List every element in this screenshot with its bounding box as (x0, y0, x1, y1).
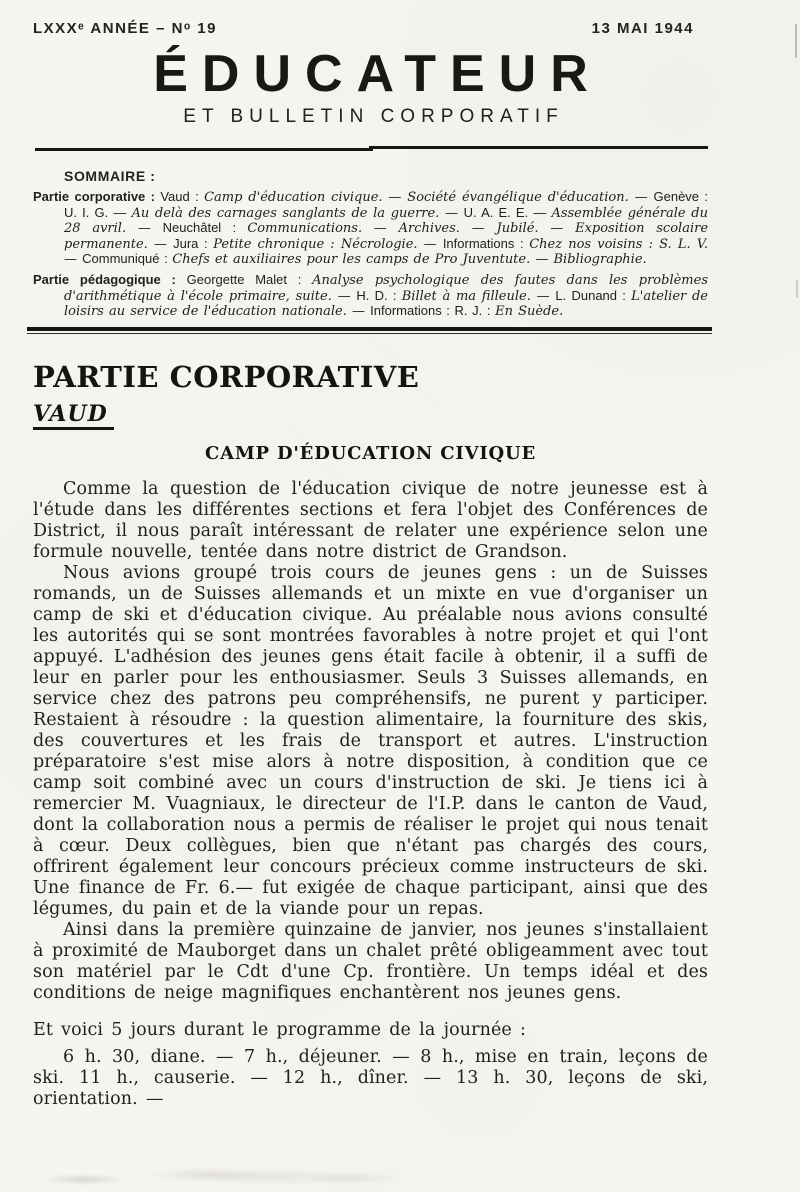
summary-label: SOMMAIRE : (64, 168, 156, 184)
article-paragraph-3: Ainsi dans la première quinzaine de janvier, nos jeunes s'installaient à proximité de Mauborget dans un chalet prêté obligeamment avec tout son matériel par le Cdt d'une Cp. frontière. Un temps idéal et des conditions de neige magnifiques enchantèrent nos jeunes gens. (33, 919, 708, 1003)
article-paragraph-1: Comme la question de l'éducation civique de notre jeunesse est à l'étude dans les différentes sections et fera l'objet des Conférences de District, il nous paraît intéressant de relater une expérience selon une formule nouvelle, tentée dans notre district de Grandson. (33, 478, 708, 562)
masthead-rule (33, 146, 708, 152)
issue-number: LXXXᵉ ANNÉE – Nᵒ 19 (33, 20, 217, 37)
issue-row (33, 20, 708, 38)
summary-section (33, 168, 708, 335)
section-title: PARTIE CORPORATIVE (33, 359, 420, 394)
scan-artifact-edge-mark (795, 24, 797, 58)
masthead-rule-right (369, 146, 708, 149)
journal-title: ÉDUCATEUR (153, 45, 602, 103)
article-headline: CAMP D'ÉDUCATION CIVIQUE (204, 442, 537, 464)
article-paragraph-2: Nous avions groupé trois cours de jeunes gens : un de Suisses romands, un de Suisses allemands et un mixte en vue d'organiser un camp de ski et d'éducation civique. Au préalable nous avions consulté les autorités qui se sont montrées favorables à notre projet et qui l'ont appuyé. L'adhésion des jeunes gens était facile à obtenir, il a suffi de leur en parler pour les enthousiasmer. Seuls 3 Suisses allemands, en service chez des patrons peu compréhensifs, ne purent y participer. Restaient à résoudre : la question alimentaire, la fourniture des skis, des couvertures et les frais de transport et autres. L'instruction préparatoire s'est mise alors à notre disposition, à condition que ce camp soit combiné avec un cours d'instruction de ski. Je tiens ici à remercier M. Vuagniaux, le directeur de l'I.P. dans le canton de Vaud, dont la collaboration nous a permis de réaliser le projet qui nous tenait à cœur. Deux collègues, bien que n'étant pas chargés des cours, offrirent également leur concours précieux comme instructeurs de ski. Une finance de Fr. 6.— fut exigée de chaque participant, ainsi que des légumes, du pain et de la viande pour un repas. (33, 562, 708, 919)
schedule-paragraph: 6 h. 30, diane. — 7 h., déjeuner. — 8 h., mise en train, leçons de ski. 11 h., causerie. — 12 h., dîner. — 13 h. 30, leçons de ski, orientation. — (33, 1046, 708, 1109)
scan-artifact-smudge (26, 1165, 506, 1189)
summary-entry-corporative: Partie corporative : Vaud : Camp d'éducation civique. — Société évangélique d'éducation. — Genève : U. I. G. — Au delà des carnages sanglants de la guerre. — U. A. E. E. — Assemblée générale du 28 avril. — Neuchâtel : Communications. — Archives. — Jubilé. — Exposition scolaire permanente. — Jura : Petite chronique : Nécrologie. — Informations : Chez nos voisins : S. L. V. — Communiqué : Chefs et auxiliaires pour les camps de Pro Juventute. — Bibliographie. (33, 189, 709, 268)
separator-double-rule (27, 327, 712, 335)
issue-date: 13 MAI 1944 (591, 20, 694, 37)
scan-artifact-edge-mark-2 (796, 280, 798, 298)
article-section (33, 359, 708, 1110)
region-heading: VAUD (33, 402, 114, 430)
schedule-intro: Et voici 5 jours durant le programme de la journée : (33, 1019, 527, 1040)
summary-entry-pedagogique: Partie pédagogique : Georgette Malet : Analyse psychologique des fautes dans les problèmes d'arithmétique à l'école primaire, suite. — H. D. : Billet à ma filleule. — L. Dunand : L'atelier de loisirs au service de l'éducation nationale. — Informations : R. J. : En Suède. (33, 271, 709, 320)
masthead (33, 20, 708, 152)
journal-subtitle: ET BULLETIN CORPORATIF (183, 106, 564, 127)
masthead-rule-left (35, 148, 373, 151)
